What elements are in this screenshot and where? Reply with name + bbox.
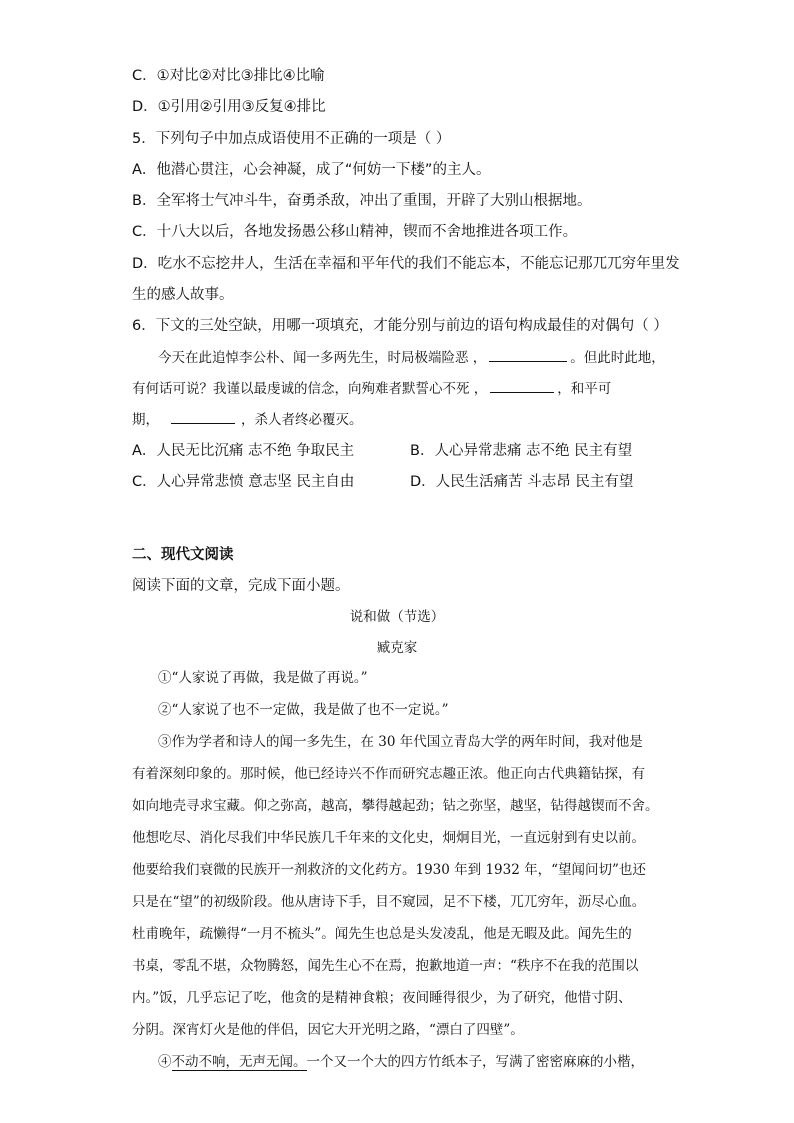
paragraph-3-line: 有着深刻印象的。那时候，他已经诗兴不作而研究志趣正浓。他正向古代典籍钻探，有 [132, 766, 645, 782]
q5-option-d-line2: 生的感人故事。 [132, 287, 234, 303]
paragraph-3-line: ③作为学者和诗人的闻一多先生，在 30 年代国立青岛大学的两年时间，我对他是 [158, 734, 643, 750]
q6-passage-line3 [132, 409, 363, 430]
q5-option-a: A．他潜心贯注，心会神凝，成了“何妨一下楼”的主人。 [132, 162, 491, 178]
article-author: 臧克家 [376, 640, 418, 656]
paragraph-3-line: 他要给我们衰微的民族开一剂救济的文化药方。1930 年到 1932 年，“望闻问切”也还 [132, 862, 646, 878]
paragraph-3-line: 他想吃尽、消化尽我们中华民族几千年来的文化史，炯炯目光，一直远射到有史以前。 [132, 830, 645, 846]
q6-passage-text: 期， [132, 412, 159, 428]
article-title: 说和做（节选） [349, 609, 445, 625]
q4-option-c: C．①对比②对比③排比④比喻 [132, 68, 325, 84]
paragraph-4-number: ④ [158, 1054, 172, 1070]
q5-option-d-line1: D．吃水不忘挖井人，生活在幸福和平年代的我们不能忘本，不能忘记那兀兀穷年里发 [132, 256, 680, 272]
paragraph-2: ②“人家说了也不一定做，我是做了也不一定说。” [158, 702, 449, 718]
paragraph-4-text: 一个又一个大的四方竹纸本子，写满了密密麻麻的小楷， [306, 1054, 644, 1070]
paragraph-4-line [158, 1052, 644, 1072]
q6-stem: 6．下文的三处空缺，用哪一项填充，才能分别与前边的语句构成最佳的对偶句（ ） [132, 318, 668, 334]
paragraph-3-line: 分阴。深宵灯火是他的伴侣，因它大开光明之路，“漂白了四壁”。 [132, 1022, 524, 1038]
blank-3 [171, 409, 235, 424]
paragraph-3-line: 如向地壳寻求宝藏。仰之弥高，越高，攀得越起劲；钻之弥坚，越坚，钻得越锲而不舍。 [132, 798, 659, 814]
blank-2 [490, 378, 554, 393]
q6-passage-text: 有何话可说？我谨以最虔诚的信念，向殉难者默誓心不死 ， [132, 381, 488, 397]
paragraph-3-line: 内。”饭，几乎忘记了吃，他贪的是精神食粮；夜间睡得很少，为了研究，他惜寸阴、 [132, 990, 632, 1006]
q4-option-d: D．①引用②引用③反复④排比 [132, 99, 326, 115]
q5-stem: 5．下列句子中加点成语使用不正确的一项是（ ） [132, 131, 451, 147]
paragraph-1: ①“人家说了再做，我是做了再说。” [158, 670, 368, 686]
q6-passage-line2 [132, 378, 611, 399]
q5-option-b: B．全军将士气冲斗牛，奋勇杀敌，冲出了重围，开辟了大别山根据地。 [132, 193, 592, 209]
q6-option-a: A．人民无比沉痛 志不绝 争取民主 [132, 443, 355, 459]
q6-option-c: C．人心异常悲愤 意志坚 民主自由 [132, 474, 355, 490]
q6-option-b: B．人心异常悲痛 志不绝 民主有望 [410, 443, 633, 459]
q6-option-d: D．人民生活痛苦 斗志昂 民主有望 [410, 474, 634, 490]
paragraph-3-line: 杜甫晚年，疏懒得“一月不梳头”。闻先生也总是头发凌乱，他是无暇及此。闻先生的 [132, 926, 632, 942]
q5-option-c: C．十八大以后，各地发扬愚公移山精神，锲而不舍地推进各项工作。 [132, 224, 578, 240]
q6-passage-line1 [158, 347, 665, 368]
underlined-phrase: 不动不响，无声无闻。 [171, 1054, 307, 1070]
section-instruction: 阅读下面的文章，完成下面小题。 [132, 578, 350, 594]
q6-passage-text: ，杀人者终必覆灭。 [241, 412, 363, 428]
paragraph-3-line: 书桌，零乱不堪，众物腾怒，闻先生心不在焉，抱歉地道一声：“秩序不在我的范围以 [132, 958, 639, 974]
q6-passage-text: ，和平可 [557, 381, 612, 397]
q6-passage-text: 今天在此追悼李公朴、闻一多两先生，时局极端险恶 ， [158, 350, 487, 366]
paragraph-3-line: 只是在“望”的初级阶段。他从唐诗下手，目不窥园，足不下楼，兀兀穷年，沥尽心血。 [132, 894, 646, 910]
q6-passage-text: 。但此时此地， [570, 350, 665, 366]
blank-1 [489, 347, 567, 362]
section-heading: 二、现代文阅读 [132, 547, 234, 563]
